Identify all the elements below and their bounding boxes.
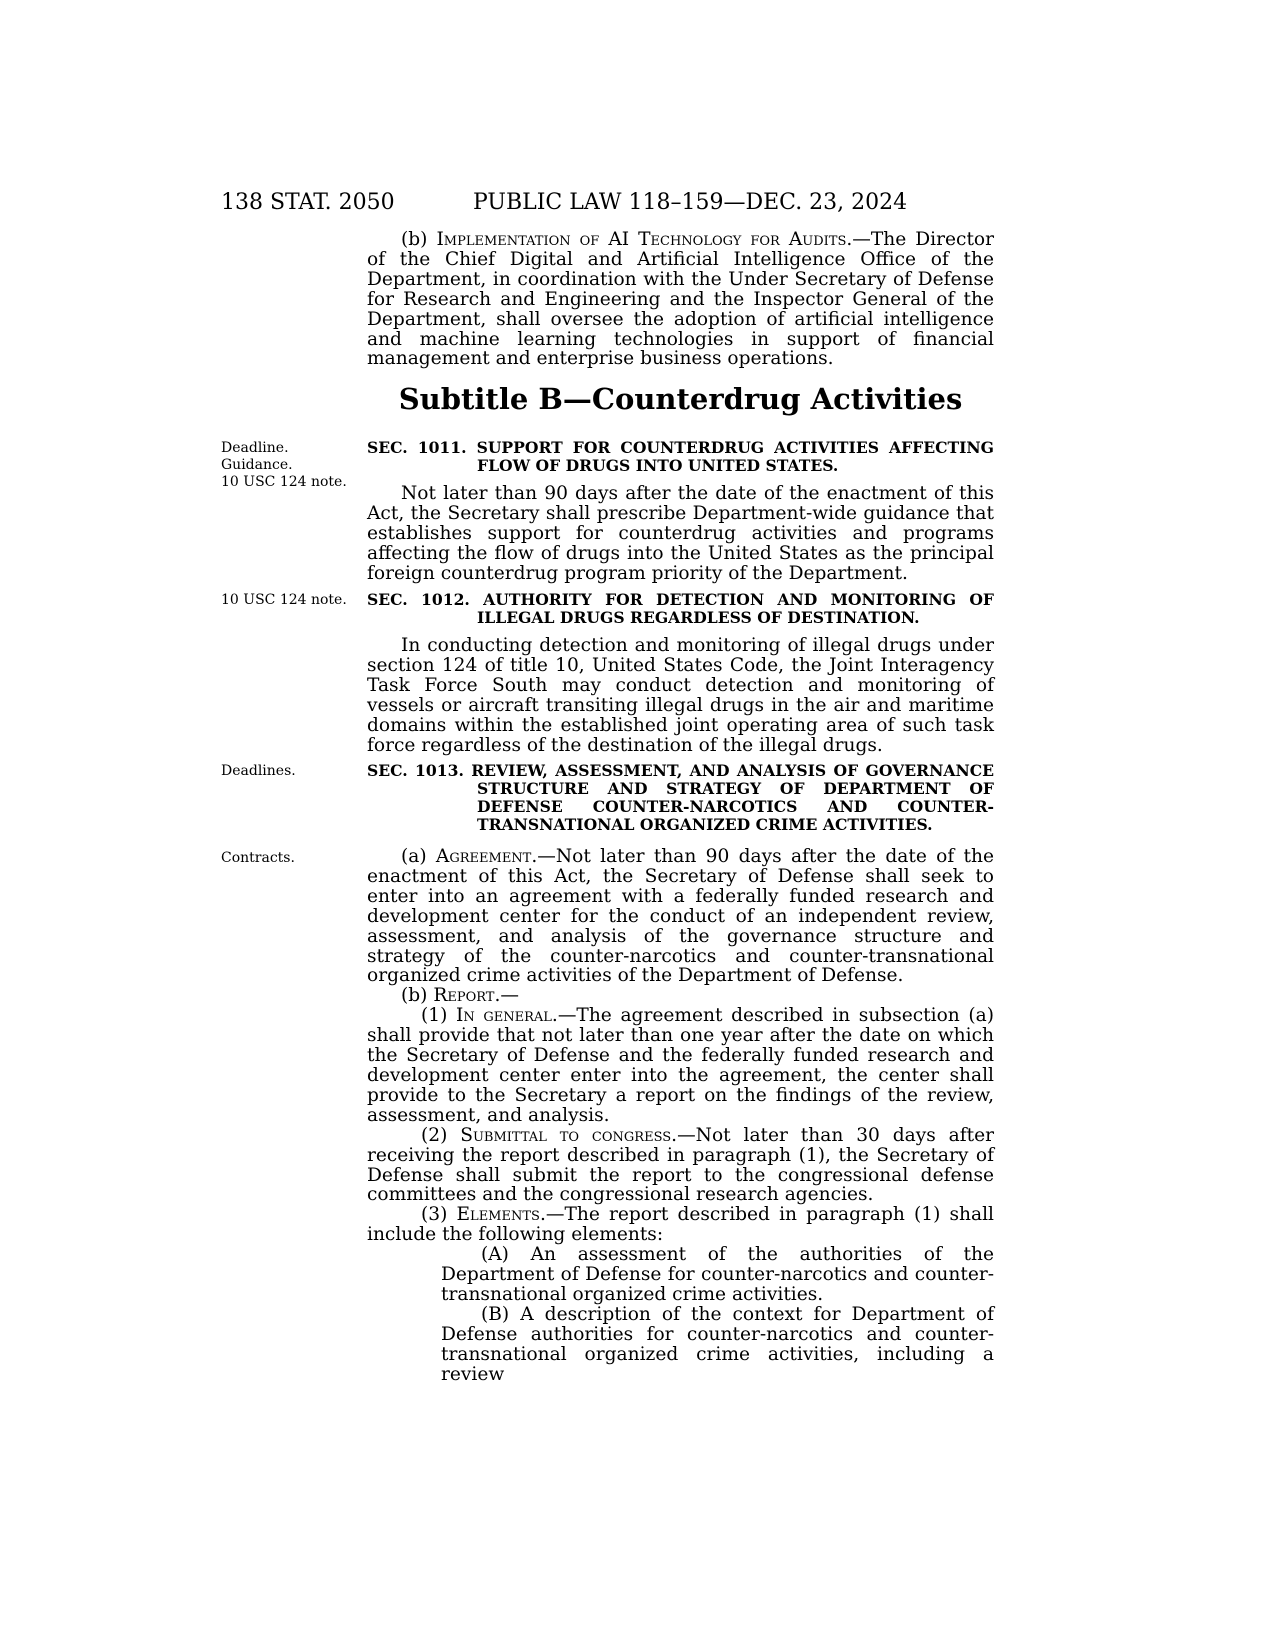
margin-notes-1011: [221, 440, 347, 491]
margin-note: 10 USC 124 note.: [221, 592, 347, 608]
paragraph-b3: (3) Elements.—The report described in paragraph (1) shall include the following elements:: [367, 1204, 994, 1246]
margin-notes-1012: [221, 592, 347, 609]
paragraph-b2: (2) Submittal to congress.—Not later than 30 days after receiving the report described in paragraph (1), the Secretary of Defense shall submit the report to the congressional defense committees and the congressional research agencies.: [367, 1124, 995, 1206]
margin-note-contracts: Contracts.: [221, 850, 295, 866]
para-label: (b): [401, 229, 437, 250]
paragraph-b1: (1) In general.—The agreement described in subsection (a) shall provide that not later than one year after the date on which the Secretary of Defense and the federally funded research and development center enter into the agreement, the center shall provide to the Secretary a report on the findings of the review, assessment, and analysis.: [367, 1005, 994, 1126]
subsection-a: (a) Agreement.—Not later than 90 days after the date of the enactment of this Act, the Secretary of Defense shall seek to enter into an agreement with a federally funded research and development center for the conduct of an independent review, assessment, and analysis of the governance structure and strategy of the counter-narcotics and counter-transnational organized crime activities of the Department of Defense.: [367, 846, 994, 987]
section-1013-body: [367, 847, 994, 1384]
public-law-title: PUBLIC LAW 118–159—DEC. 23, 2024: [473, 190, 908, 215]
subtitle-heading: Subtitle B—Counterdrug Activities: [398, 382, 963, 416]
margin-note: Deadline.: [221, 440, 289, 456]
subsection-b: (b) Report.—: [401, 985, 519, 1007]
para-text: .—The Director of the Chief Digital and Artificial Intelligence Office of the Department, in coordination with the Under Secretary of Defense for Research and Engineering and the Inspector General of the Department, shall oversee the adoption of artificial intelligence and machine learning technologies in support of financial management and enterprise business operations.: [367, 229, 994, 370]
para-heading: Implementation of AI Technology for Audits: [436, 229, 847, 250]
para-b-implementation: [367, 230, 994, 369]
stat-page-number: 138 STAT. 2050: [221, 190, 395, 215]
subparagraph-B: (B) A description of the context for Department of Defense authorities for counter-narcotics and counter-transnational organized crime activities, including a review: [441, 1303, 994, 1385]
section-1011-body: Not later than 90 days after the date of the enactment of this Act, the Secretary shall prescribe Department-wide guidance that establishes support for counterdrug activities and programs affecting the flow of drugs into the United States as the principal foreign counterdrug program priority of the Department.: [367, 483, 994, 584]
margin-note: 10 USC 124 note.: [221, 474, 347, 490]
margin-note: Deadlines.: [221, 763, 296, 779]
section-1011-heading: SEC. 1011. SUPPORT FOR COUNTERDRUG ACTIVITIES AFFECTING FLOW OF DRUGS INTO UNITED STATES.: [367, 438, 994, 475]
margin-note: Guidance.: [221, 457, 293, 473]
section-1012-body: In conducting detection and monitoring of illegal drugs under section 124 of title 10, United States Code, the Joint Interagency Task Force South may conduct detection and monitoring of vessels or aircraft transiting illegal drugs in the air and maritime domains within the established joint operating area of such task force regardless of the destination of the illegal drugs.: [367, 635, 994, 756]
section-1012-heading: SEC. 1012. AUTHORITY FOR DETECTION AND MONITORING OF ILLEGAL DRUGS REGARDLESS OF DESTINATION.: [367, 590, 994, 627]
subparagraph-A: (A) An assessment of the authorities of the Department of Defense for counter-narcotics and counter-transnational organized crime activities.: [441, 1244, 994, 1305]
margin-notes-1013: [221, 763, 296, 780]
section-1013-heading: SEC. 1013. REVIEW, ASSESSMENT, AND ANALYSIS OF GOVERNANCE STRUCTURE AND STRATEGY OF DEPARTMENT OF DEFENSE COUNTER-NARCOTICS AND COUNTER-TRANSNATIONAL ORGANIZED CRIME ACTIVITIES.: [367, 761, 994, 834]
